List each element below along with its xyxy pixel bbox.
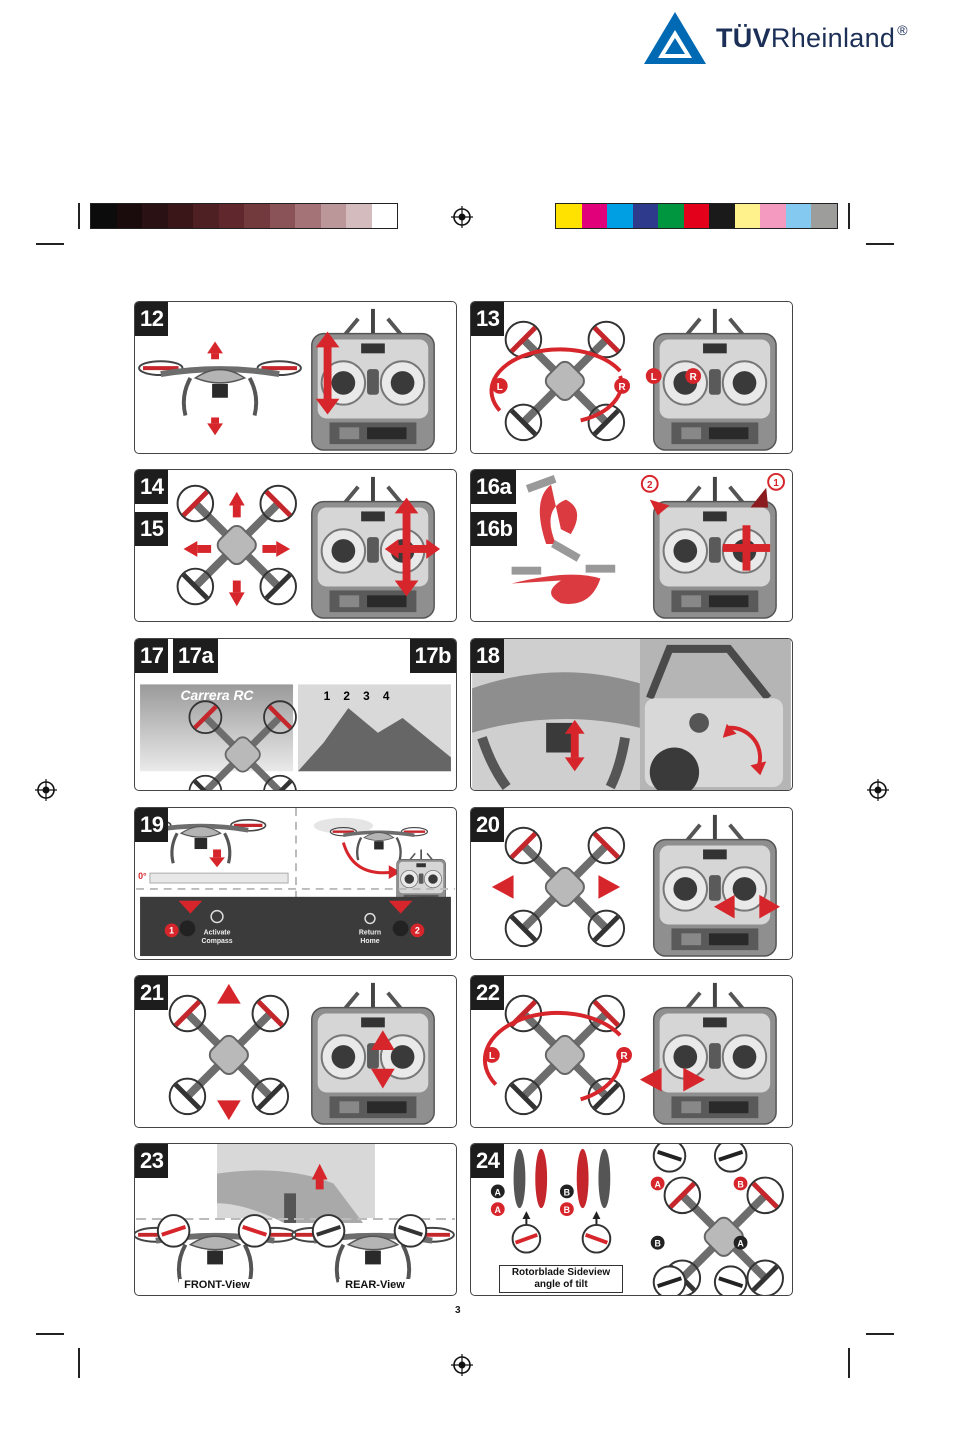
- grayscale-color-bar: [90, 203, 398, 229]
- panel-13: [470, 301, 793, 454]
- panel-12: [134, 301, 457, 454]
- svg-text:B: B: [737, 1179, 744, 1190]
- svg-text:Activate: Activate: [203, 929, 231, 937]
- color-swatch: [244, 204, 270, 228]
- angle-of-tilt-label: angle of tilt: [534, 1279, 588, 1290]
- svg-text:Home: Home: [360, 938, 380, 946]
- step-number: 22: [471, 976, 504, 1010]
- step-number: 23: [135, 1144, 168, 1178]
- color-swatch: [658, 204, 684, 228]
- crop-mark: [866, 243, 894, 245]
- page-number: 3: [455, 1305, 461, 1316]
- crop-mark: [848, 1348, 850, 1378]
- color-swatch: [735, 204, 761, 228]
- pitch-roll-control-illustration: [135, 470, 456, 621]
- svg-text:L: L: [650, 371, 657, 383]
- panel-18: [470, 638, 793, 791]
- step-number: 17a: [173, 639, 218, 673]
- color-swatch: [633, 204, 659, 228]
- cmyk-color-bar: [555, 203, 838, 229]
- svg-text:Compass: Compass: [201, 938, 233, 946]
- rear-view-label: REAR-View: [339, 1279, 411, 1291]
- color-swatch: [219, 204, 245, 228]
- color-swatch: [270, 204, 296, 228]
- panel-19: [134, 807, 457, 960]
- svg-text:R: R: [689, 371, 697, 383]
- compass-return-home-illustration: [135, 808, 456, 959]
- color-swatch: [346, 204, 372, 228]
- step-number: 12: [135, 302, 168, 336]
- step-number: 21: [135, 976, 168, 1010]
- svg-text:B: B: [563, 1205, 571, 1216]
- crop-mark: [78, 1348, 80, 1378]
- panel-21: [134, 975, 457, 1128]
- panel-17: [134, 638, 457, 791]
- crop-mark: [36, 1333, 64, 1335]
- svg-text:1: 1: [169, 925, 175, 936]
- yaw-control-illustration: [471, 976, 792, 1127]
- sideways-control-illustration: [471, 808, 792, 959]
- svg-text:B: B: [654, 1238, 661, 1249]
- panel-14-15: [134, 469, 457, 622]
- panel-16: [470, 469, 793, 622]
- registration-mark-icon: [451, 1354, 473, 1376]
- color-swatch: [168, 204, 194, 228]
- svg-text:4: 4: [382, 689, 390, 704]
- svg-text:A: A: [654, 1179, 661, 1190]
- color-swatch: [760, 204, 786, 228]
- crop-mark: [866, 1333, 894, 1335]
- rotorblade-caption: [499, 1265, 623, 1293]
- tuv-wordmark: TÜVRheinland ®: [716, 22, 908, 53]
- registration-mark-icon: [451, 206, 473, 228]
- step-number: 24: [471, 1144, 504, 1178]
- svg-text:Return: Return: [358, 929, 382, 937]
- color-swatch: [142, 204, 168, 228]
- svg-text:2: 2: [647, 479, 653, 491]
- crop-mark: [78, 203, 80, 229]
- color-swatch: [91, 204, 117, 228]
- svg-text:L: L: [488, 1050, 495, 1062]
- color-swatch: [372, 204, 398, 228]
- step-number: 17b: [410, 639, 456, 673]
- panel-24: [470, 1143, 793, 1296]
- svg-text:A: A: [494, 1187, 501, 1198]
- step-number: 15: [135, 512, 168, 546]
- camera-tilt-illustration: [471, 639, 792, 790]
- step-number: 16b: [471, 512, 517, 546]
- step-number: 14: [135, 470, 168, 504]
- color-swatch: [811, 204, 837, 228]
- color-swatch: [117, 204, 143, 228]
- color-swatch: [607, 204, 633, 228]
- color-swatch: [193, 204, 219, 228]
- color-swatch: [295, 204, 321, 228]
- svg-text:2: 2: [414, 925, 420, 936]
- color-swatch: [684, 204, 710, 228]
- tuv-triangle-icon: [640, 8, 710, 68]
- rotation-control-illustration: [471, 302, 792, 453]
- front-view-label: FRONT-View: [179, 1279, 255, 1291]
- altitude-control-illustration: [135, 302, 456, 453]
- svg-text:1: 1: [773, 477, 779, 489]
- svg-text:R: R: [620, 1050, 628, 1062]
- svg-text:B: B: [563, 1187, 571, 1198]
- propeller-mounting-illustration: [135, 1144, 456, 1295]
- zero-degree-label: 0°: [138, 871, 147, 882]
- svg-text:A: A: [494, 1205, 501, 1216]
- panel-20: [470, 807, 793, 960]
- svg-text:2: 2: [343, 689, 350, 704]
- crop-mark: [36, 243, 64, 245]
- step-number: 13: [471, 302, 504, 336]
- color-swatch: [709, 204, 735, 228]
- tuv-rheinland-logo: [640, 8, 960, 68]
- svg-text:Carrera RC: Carrera RC: [180, 687, 254, 704]
- svg-text:A: A: [737, 1238, 744, 1249]
- flip-maneuver-illustration: [471, 470, 792, 621]
- color-swatch: [786, 204, 812, 228]
- panel-22: [470, 975, 793, 1128]
- right-label: R: [618, 381, 626, 393]
- svg-text:1: 1: [323, 689, 331, 704]
- step-number: 20: [471, 808, 504, 842]
- color-swatch: [556, 204, 582, 228]
- svg-text:3: 3: [363, 689, 370, 704]
- panel-23: [134, 1143, 457, 1296]
- left-label: L: [496, 381, 503, 393]
- rotorblade-sideview-label: Rotorblade Sideview: [511, 1267, 611, 1278]
- step-number: 19: [135, 808, 168, 842]
- crop-mark: [848, 203, 850, 229]
- step-number: 18: [471, 639, 504, 673]
- color-swatch: [582, 204, 608, 228]
- step-number: 17: [135, 639, 168, 673]
- registration-mark-icon: [867, 779, 889, 801]
- forward-backward-control-illustration: [135, 976, 456, 1127]
- registration-mark-icon: [35, 779, 57, 801]
- color-swatch: [321, 204, 347, 228]
- step-number: 16a: [471, 470, 516, 504]
